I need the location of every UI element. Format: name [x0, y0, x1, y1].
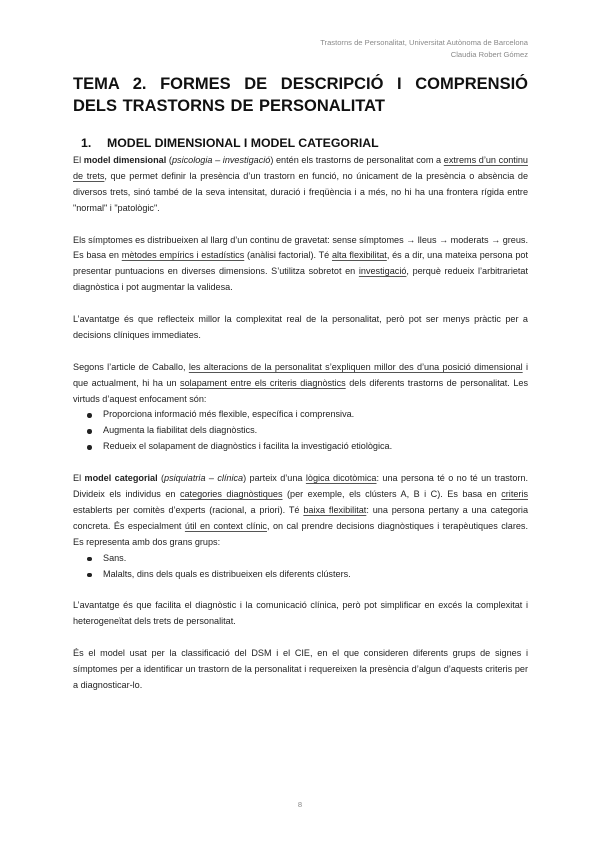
- text-run: : una persona pertany a una categoria concreta. És especialment: [73, 504, 528, 531]
- text-run: Segons l’article de Caballo,: [73, 361, 189, 372]
- paragraph-dimensional-intro: [73, 153, 528, 217]
- text-run: , on cal prendre decisions diagnòstiques i terapèutiques clares. Es representa amb dos grans grups:: [73, 520, 528, 547]
- bold-term: model categorial: [84, 473, 158, 484]
- header-course: Trastorns de Personalitat, Universitat Autònoma de Barcelona: [320, 38, 528, 47]
- paragraph-dimensional-symptoms: [73, 233, 528, 297]
- bullet-icon: [87, 413, 92, 418]
- page-title: TEMA 2. FORMES DE DESCRIPCIÓ I COMPRENSIÓ DELS TRASTORNS DE PERSONALITAT: [73, 75, 528, 115]
- text-run: El: [73, 473, 85, 484]
- list-item-text: Redueix el solapament de diagnòstics i facilita la investigació etiològica.: [103, 441, 393, 452]
- bullet-icon: [87, 429, 92, 434]
- paragraph-categorial-advantage: L’avantatge és que facilita el diagnòstic i la comunicació clínica, però pot simplificar en excés la complexitat i heterogeneïtat dels trets de personalitat.: [73, 600, 528, 627]
- paragraph-categorial-intro: [73, 471, 528, 551]
- document-body: [73, 153, 528, 694]
- bullet-list-virtues: [73, 407, 528, 455]
- text-run: (: [157, 473, 165, 484]
- text-run: El: [73, 155, 84, 165]
- section-number: 1.: [81, 136, 92, 150]
- list-item: [73, 567, 528, 583]
- section-heading: [73, 135, 528, 151]
- italic-term: psiquiatria – clínica: [164, 473, 244, 484]
- paragraph-dsm-cie: És el model usat per la classificació del DSM i el CIE, en el que consideren diferents grups de signes i símptomes per a identificar un trastorn de la personalitat i requereixen la presència d’algun d’aquests criteris per a diagnosticar-lo.: [73, 648, 528, 690]
- bullet-icon: [87, 445, 92, 450]
- underlined-term: útil en context clínic: [184, 520, 267, 531]
- list-item: [73, 407, 528, 423]
- text-run: , perquè redueix l’arbitrarietat diagnòstica i pot augmentar la validesa.: [73, 266, 529, 293]
- list-item-text: Sans.: [103, 552, 127, 563]
- underlined-term: lògica dicotòmica: [305, 473, 377, 484]
- underlined-term: investigació: [358, 266, 407, 277]
- text-run: : una persona té o no té un trastorn. Divideix els individus en: [73, 473, 528, 499]
- text-run: , és a dir, una mateixa persona pot presentar puntuacions en diverses dimensions. S’utilitza sobretot en: [73, 250, 528, 277]
- text-run: (: [166, 155, 172, 165]
- list-item-text: Proporciona informació més flexible, específica i comprensiva.: [103, 409, 355, 420]
- text-run: ) entén els trastorns de personalitat com a: [270, 155, 444, 165]
- text-run: (per exemple, els clústers A, B i C). Es basa en: [282, 488, 502, 499]
- underlined-term: categories diagnòstiques: [179, 488, 283, 499]
- list-item: [73, 439, 528, 455]
- underlined-term: criteris: [501, 488, 528, 499]
- underlined-term: baixa flexibilitat: [303, 504, 367, 515]
- text-run: ) parteix d’una: [243, 473, 306, 484]
- bullet-list-groups: [73, 551, 528, 583]
- italic-term: psicologia – investigació: [171, 155, 271, 165]
- paragraph-caballo: [73, 360, 528, 408]
- bullet-icon: [87, 573, 92, 578]
- page-number: 8: [297, 800, 303, 809]
- header-author: Claudia Robert Gómez: [450, 50, 528, 59]
- list-item-text: Malalts, dins dels quals es distribueixen els diferents clústers.: [103, 568, 351, 579]
- underlined-term: extrems d’un continu de trets: [73, 155, 528, 181]
- paragraph-dimensional-advantage: L’avantatge és que reflecteix millor la complexitat real de la personalitat, però pot ser menys pràctic per a decisions clíniques immediates.: [73, 314, 528, 340]
- page-header: [320, 37, 528, 61]
- underlined-term: alta flexibilitat: [331, 250, 387, 261]
- bullet-icon: [87, 557, 92, 562]
- text-run: , que permet definir la presència d’un trastorn en funció, no únicament de la presència o absència de diversos trets, sinó també de la seva intensitat, duració i freqüència i a més, no hi ha una frontera rígida entre "normal" i "patològic".: [73, 170, 528, 213]
- text-run: i que actualment, hi ha un: [73, 361, 528, 388]
- text-run: establerts per comitès d’experts (racional, a priori). Té: [73, 504, 304, 515]
- section-title: MODEL DIMENSIONAL I MODEL CATEGORIAL: [107, 136, 379, 150]
- text-run: dels diferents trastorns de personalitat. Les virtuds d’aquest enfocament són:: [73, 377, 528, 404]
- underlined-term: les alteracions de la personalitat s’expliquen millor des d’una posició dimensional: [188, 361, 523, 372]
- text-run: Els símptomes es distribueixen al llarg d’un continu de gravetat: sense símptomes → lleus → moderats → greus. Es basa en: [73, 234, 528, 261]
- text-run: (anàlisi factorial). Té: [244, 250, 332, 261]
- underlined-term: mètodes empírics i estadístics: [121, 250, 245, 261]
- list-item-text: Augmenta la fiabilitat dels diagnòstics.: [103, 425, 258, 436]
- bold-term: model dimensional: [83, 155, 167, 165]
- list-item: [73, 423, 528, 439]
- list-item: [73, 551, 528, 567]
- underlined-term: solapament entre els criteris diagnòstics: [180, 377, 346, 388]
